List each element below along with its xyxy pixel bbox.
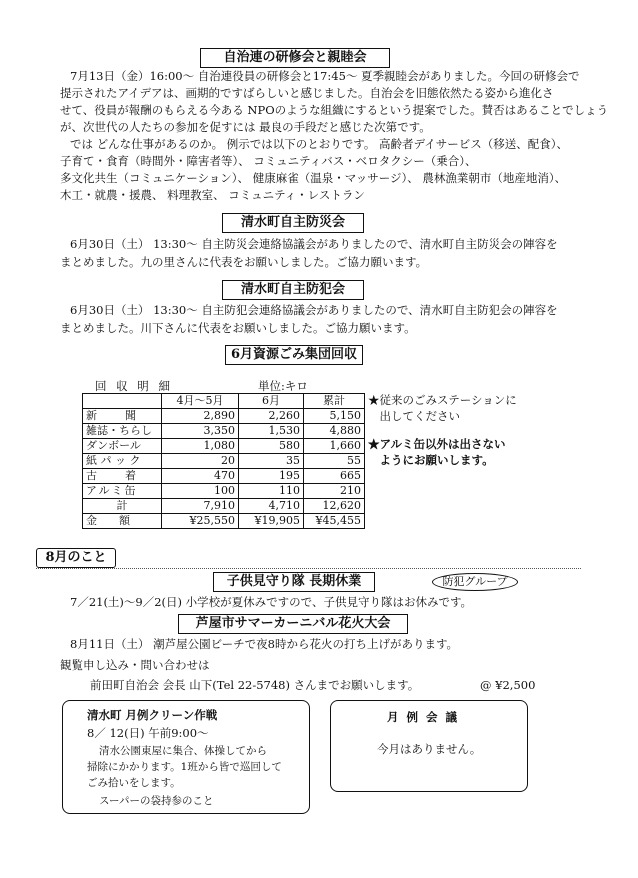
note-line: 出してください [368, 409, 460, 423]
cell: 2,890 [162, 409, 239, 424]
body-line: まとめました。川下さんに代表をお願いしました。ご協力願います。 [60, 321, 416, 335]
body-line: 観覧申し込み・問い合わせは [60, 658, 210, 672]
cell: ¥25,550 [162, 514, 239, 529]
section-title-mimamori: 子供見守り隊 長期休業 [213, 572, 375, 592]
cell: 470 [162, 469, 239, 484]
row-label: 紙 パ ッ ク [83, 454, 162, 469]
body-line: 8月11日（土） 潮芦屋公園ビーチで夜8時から花火の打ち上げがあります。 [70, 637, 459, 651]
cell: 2,260 [239, 409, 304, 424]
table-row [83, 469, 365, 484]
price-label: @ ¥2,500 [480, 678, 536, 692]
body-line: 7／21(土)～9／2(日) 小学校が夏休みですので、子供見守り隊はお休みです。 [70, 595, 473, 609]
body-line: 6月30日（土） 13:30～ 自主防災会連絡協議会がありましたので、清水町自主防災会の陣容を [70, 237, 558, 251]
amount-table [82, 513, 365, 529]
cell: 12,620 [304, 499, 365, 514]
august-heading: 8月のこと [36, 548, 116, 568]
recycle-table [82, 393, 365, 514]
note-line: ようにお願いします。 [368, 453, 494, 467]
cell: 1,530 [239, 424, 304, 439]
cleanup-line: 清水公園東屋に集合、体操してから [99, 745, 267, 757]
section-title-bousai: 清水町自主防災会 [222, 213, 364, 233]
row-label: 金 額 [83, 514, 162, 529]
body-line: 6月30日（土） 13:30～ 自主防犯会連絡協議会がありましたので、清水町自主防犯会の陣容を [70, 303, 558, 317]
body-line: が、次世代の人たちの参加を促すには 最良の手段だと感じた次第です。 [60, 120, 431, 134]
cell: 4,880 [304, 424, 365, 439]
body-line: では どんな仕事があるのか。 例示では以下のとおりです。 高齢者デイサービス（移送、配食）、 [70, 137, 568, 151]
table-header-row [83, 394, 365, 409]
cell: 7,910 [162, 499, 239, 514]
column-header: 4月～5月 [162, 394, 239, 409]
table-row [83, 439, 365, 454]
cell: 100 [162, 484, 239, 499]
table-row [83, 424, 365, 439]
table-row [83, 454, 365, 469]
section-title-hanabi: 芦屋市サマーカーニバル花火大会 [178, 614, 408, 634]
monthly-meeting-title: 月 例 会 議 [387, 710, 460, 724]
column-header: 6月 [239, 394, 304, 409]
bouhan-group-tag: 防犯グループ [432, 573, 518, 591]
cell: 1,660 [304, 439, 365, 454]
cell: 195 [239, 469, 304, 484]
table-row-total [83, 499, 365, 514]
body-line: 子育て・食育（時間外・障害者等）、 コミュニティバス・ベロタクシー（乗合）、 [60, 154, 477, 168]
cell: 5,150 [304, 409, 365, 424]
cleanup-box [62, 700, 310, 814]
note-line: ★アルミ缶以外は出さない [368, 437, 506, 451]
cleanup-line: スーパーの袋持参のこと [99, 795, 214, 807]
section-title-kenshukai: 自治連の研修会と親睦会 [200, 48, 390, 68]
cell: 210 [304, 484, 365, 499]
cell: ¥45,455 [304, 514, 365, 529]
unit-label: 単位:キロ [258, 379, 308, 393]
body-line: せて、役員が報酬のもらえる今ある NPOのような組織にするという提案でした。賛否はあることでしょう [60, 103, 609, 117]
cell: 3,350 [162, 424, 239, 439]
row-label: アルミ缶 [83, 484, 162, 499]
body-line: 提示されたアイデアは、画期的ですばらしいと感じました。自治会を旧態依然たる姿から進化さ [60, 86, 554, 100]
row-label: ダンボール [83, 439, 162, 454]
cell: 1,080 [162, 439, 239, 454]
section-title-recycle: 6月資源ごみ集団回収 [225, 345, 363, 365]
cleanup-title: 清水町 月例クリーン作戦 [87, 708, 218, 722]
monthly-meeting-box [330, 700, 528, 792]
header-empty [83, 394, 162, 409]
cell: 110 [239, 484, 304, 499]
row-label: 計 [83, 499, 162, 514]
table-row [83, 484, 365, 499]
cleanup-line: ごみ拾いをします。 [87, 777, 181, 789]
cell: 580 [239, 439, 304, 454]
table-caption: 回 収 明 細 [95, 379, 173, 393]
table-row-amount [83, 514, 365, 529]
body-line: 多文化共生（コミュニケーション）、 健康麻雀（温泉・マッサージ）、 農林漁業朝市（地産地消）、 [60, 171, 567, 185]
cell: 4,710 [239, 499, 304, 514]
section-title-bouhan: 清水町自主防犯会 [222, 280, 364, 300]
body-line: 木工・就農・援農、 料理教室、 コミュニティ・レストラン [60, 188, 365, 202]
monthly-meeting-text: 今月はありません。 [377, 742, 482, 756]
body-line: 7月13日（金）16:00～ 自治連役員の研修会と17:45～ 夏季親睦会がありました。今回の研修会で [70, 69, 580, 83]
cleanup-line: 掃除にかかります。1班から皆で巡回して [87, 761, 282, 773]
body-line: まとめました。九の里さんに代表をお願いしました。ご協力願います。 [60, 255, 428, 269]
row-label: 古 着 [83, 469, 162, 484]
cell: 55 [304, 454, 365, 469]
note-line: ★従来のごみステーションに [368, 393, 517, 407]
august-heading-rule [36, 568, 581, 569]
row-label: 新 聞 [83, 409, 162, 424]
cell: 35 [239, 454, 304, 469]
row-label: 雑誌・ちらし [83, 424, 162, 439]
cell: 665 [304, 469, 365, 484]
cleanup-date: 8／ 12(日) 午前9:00～ [87, 726, 209, 740]
table-row [83, 409, 365, 424]
cell: 20 [162, 454, 239, 469]
column-header: 累計 [304, 394, 365, 409]
contact-line: 前田町自治会 会長 山下(Tel 22-5748) さんまでお願いします。 [90, 678, 420, 692]
cell: ¥19,905 [239, 514, 304, 529]
